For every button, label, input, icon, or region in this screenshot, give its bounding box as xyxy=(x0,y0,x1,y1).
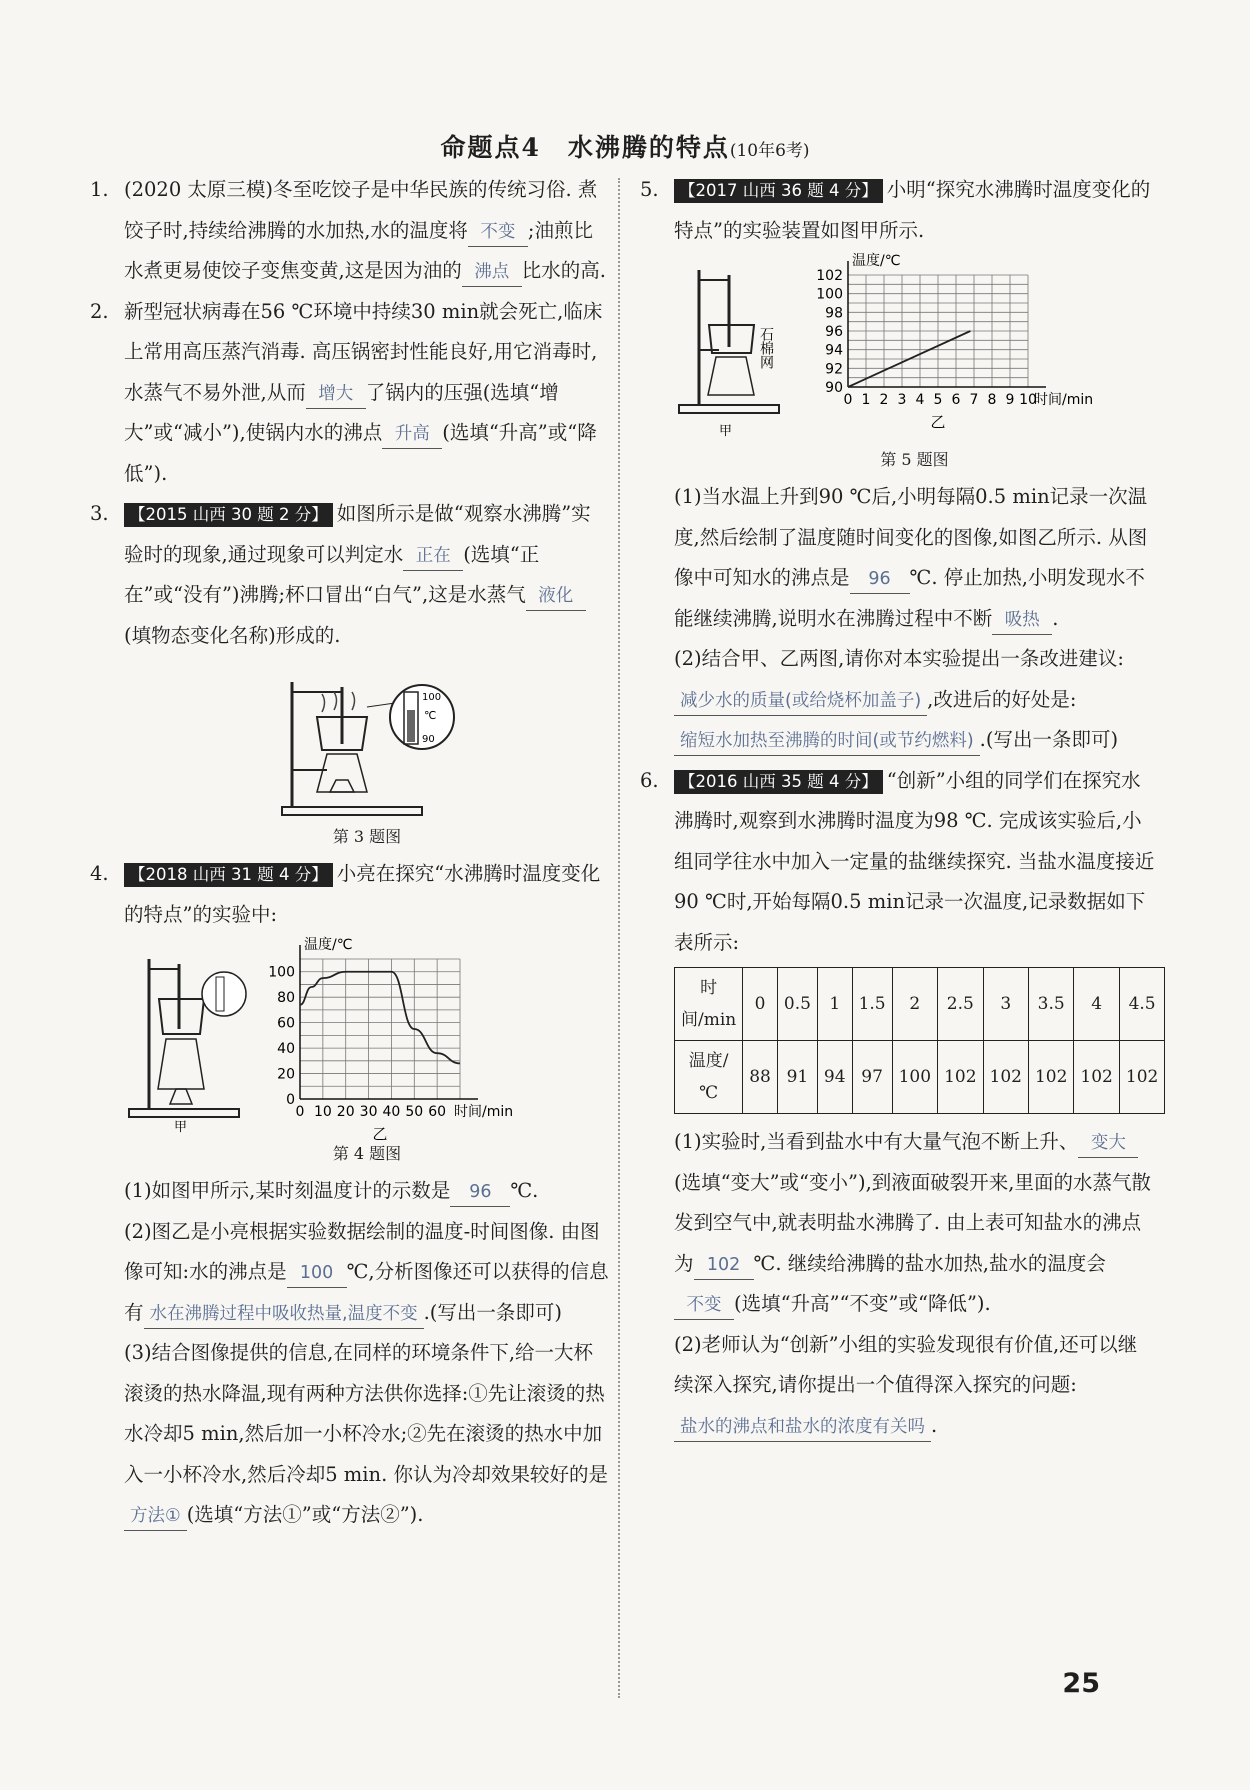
x-axis-label: 时间/min xyxy=(454,1104,514,1120)
answer-blank[interactable]: 增大 xyxy=(306,380,366,409)
y-tick-label: 92 xyxy=(825,361,843,378)
x-tick-label: 8 xyxy=(987,392,997,408)
y-tick-label: 102 xyxy=(816,268,843,284)
x-tick-label: 7 xyxy=(969,392,979,408)
question-3: 3. 【2015 山西 30 题 2 分】 如图所示是做“观察水沸腾”实验时的现象,通过现象可以判定水 正在 (选填“正在”或“没有”)沸腾;杯口冒出“白气”,这是水蒸气 液化(填物态变化名称)形成的. 100 ℃ 90 第 3 题图 xyxy=(90,494,610,852)
answer-blank[interactable]: 液化 xyxy=(526,582,586,611)
table-cell: 2 xyxy=(892,968,937,1041)
figure-caption: 第 3 题图 xyxy=(332,827,402,846)
x-tick-label: 3 xyxy=(897,392,907,408)
temperature-time-chart-5 xyxy=(810,255,1140,445)
section-title: 命题点4 水沸腾的特点(10年6考) xyxy=(440,133,810,162)
x-tick-label: 1 xyxy=(861,392,871,408)
thermometer-bottom-label: 90 xyxy=(422,734,435,745)
y-tick-label: 60 xyxy=(277,1015,295,1032)
table-cell: 3.5 xyxy=(1028,968,1073,1041)
table-cell: 91 xyxy=(777,1041,817,1114)
figure-caption: 第 4 题图 xyxy=(332,1144,402,1163)
table-cell: 3 xyxy=(983,968,1028,1041)
thermometer-unit: ℃ xyxy=(424,709,437,722)
answer-blank[interactable]: 变大 xyxy=(1078,1129,1138,1158)
column-divider xyxy=(618,178,620,1698)
figure-caption: 第 5 题图 xyxy=(880,450,949,469)
answer-blank[interactable]: 102 xyxy=(694,1251,754,1280)
y-tick-label: 100 xyxy=(268,964,295,981)
x-tick-label: 50 xyxy=(405,1104,424,1120)
y-tick-label: 90 xyxy=(825,380,843,396)
figure-row xyxy=(674,255,1155,445)
row-header: 温度/℃ xyxy=(675,1041,743,1114)
y-tick-label: 94 xyxy=(825,342,843,359)
x-tick-label: 30 xyxy=(359,1104,378,1120)
question-4: 4. 【2018 山西 31 题 4 分】 小亮在探究“水沸腾时温度变化的特点”的实验中: 甲 0 10 20 30 40 50 60 0 20 40 60 80 100 温度/℃ 时间/min 乙 第 4 题图 (1)如图甲所示,某时刻温度计的示数是 96 ℃. (2)图乙是小亮根据实验数据绘制的温度-时间图像. 由图像可知:水的沸点是 100 ℃,分析图像还可以获得的信息有 水在沸腾过程中吸收热量,温度不变 .(写出一条即可) (3)结合图像提供的信息,在同样的环境条件下,给一大杯滚烫的热水降温,现有两种方法供你选择:①先让滚烫的热水冷却5 min,然后加一小杯冷水;②先在滚烫的热水中加入一小杯冷水,然后冷却5 min. 你认为冷却效果较好的是方法① (选填“方法①”或“方法②”). xyxy=(90,854,610,1536)
x-tick-label: 0 xyxy=(843,392,853,408)
table-cell: 97 xyxy=(852,1041,892,1114)
thermometer-top-label: 100 xyxy=(422,692,442,703)
answer-blank[interactable]: 升高 xyxy=(382,420,442,449)
answer-blank[interactable]: 96 xyxy=(850,565,910,594)
answer-blank[interactable]: 方法① xyxy=(124,1502,187,1531)
answer-blank[interactable]: 100 xyxy=(287,1259,347,1288)
table-cell: 0.5 xyxy=(777,968,817,1041)
y-tick-label: 0 xyxy=(286,1092,295,1108)
table-cell: 102 xyxy=(1074,1041,1119,1114)
answer-blank[interactable]: 盐水的沸点和盐水的浓度有关吗 xyxy=(674,1413,931,1442)
answer-blank[interactable]: 缩短水加热至沸腾的时间(或节约燃料) xyxy=(674,727,980,756)
table-row xyxy=(675,1041,1165,1114)
y-tick-label: 96 xyxy=(825,324,843,340)
table-cell: 1 xyxy=(817,968,852,1041)
source-tag: 【2016 山西 35 题 4 分】 xyxy=(674,770,883,794)
y-axis-label: 温度/℃ xyxy=(304,937,353,953)
source-tag: 【2017 山西 36 题 4 分】 xyxy=(674,179,883,203)
series-line xyxy=(300,972,460,1064)
x-tick-label: 10 xyxy=(1019,392,1037,408)
x-tick-label: 0 xyxy=(295,1104,305,1120)
figure-label: 乙 xyxy=(372,1125,388,1143)
x-tick-label: 6 xyxy=(951,392,961,408)
apparatus-jia-figure xyxy=(674,255,804,445)
row-header: 时间/min xyxy=(675,968,743,1041)
table-cell: 94 xyxy=(817,1041,852,1114)
table-cell: 100 xyxy=(892,1041,937,1114)
answer-blank[interactable]: 96 xyxy=(450,1178,510,1207)
table-cell: 2.5 xyxy=(938,968,983,1041)
question-2: 2. 新型冠状病毒在56 ℃环境中持续30 min就会死亡,临床上常用高压蒸汽消毒. 高压锅密封性能良好,用它消毒时,水蒸气不易外泄,从而 增大 了锅内的压强(选填“增大”或“减小”),使锅内水的沸点 升高 (选填“升高”或“降低”). xyxy=(90,299,603,485)
answer-blank[interactable]: 正在 xyxy=(403,542,463,571)
question-1: 1. (2020 太原三模)冬至吃饺子是中华民族的传统习俗. 煮饺子时,持续给沸腾的水加热,水的温度将 不变 ;油煎比水煮更易使饺子变焦变黄,这是因为油的 沸点 比水的高. xyxy=(90,170,610,292)
table-cell: 1.5 xyxy=(852,968,892,1041)
figure-label: 甲 xyxy=(174,1120,188,1135)
left-column xyxy=(90,170,610,1536)
figure-row xyxy=(124,937,610,1143)
page-number: 25 xyxy=(1062,1668,1100,1699)
x-tick-label: 40 xyxy=(382,1104,401,1120)
y-tick-label: 80 xyxy=(277,990,295,1007)
table-row xyxy=(675,968,1165,1041)
right-column xyxy=(640,170,1159,1446)
source-tag: 【2018 山西 31 题 4 分】 xyxy=(124,863,333,887)
y-axis-label: 温度/℃ xyxy=(852,253,901,269)
question-5: 5. 【2017 山西 36 题 4 分】 小明“探究水沸腾时温度变化的特点”的实验装置如图甲所示. 石棉网 甲 0 1 2 3 4 5 6 7 8 9 10 90 92 94 96 98 100 102 温度/℃ 时间/min 乙 第 5 题图 (1)当水温上升到90 ℃后,小明每隔0.5 min记录一次温度,然后绘制了温度随时间变化的图像,如图乙所示. 从图像中可知水的沸点是 96 ℃. 停止加热,小明发现水不能继续沸腾,说明水在沸腾过程中不断 吸热 . (2)结合甲、乙两图,请你对本实验提出一条改进建议:减少水的质量(或给烧杯加盖子) ,改进后的好处是:缩短水加热至沸腾的时间(或节约燃料) .(写出一条即可) xyxy=(640,170,1155,761)
x-tick-label: 10 xyxy=(313,1104,332,1120)
table-cell: 88 xyxy=(743,1041,778,1114)
table-cell: 102 xyxy=(1028,1041,1073,1114)
answer-blank[interactable]: 吸热 xyxy=(992,606,1052,635)
y-tick-label: 98 xyxy=(825,305,843,322)
answer-blank[interactable]: 不变 xyxy=(468,218,528,247)
y-tick-label: 100 xyxy=(816,286,843,303)
x-tick-label: 4 xyxy=(915,392,925,408)
answer-blank[interactable]: 减少水的质量(或给烧杯加盖子) xyxy=(674,687,927,716)
answer-blank[interactable]: 沸点 xyxy=(462,258,522,287)
y-tick-label: 20 xyxy=(277,1066,295,1083)
apparatus-jia-figure xyxy=(124,939,254,1139)
boiling-apparatus-figure xyxy=(272,662,462,822)
table-cell: 0 xyxy=(743,968,778,1041)
table-cell: 4.5 xyxy=(1119,968,1164,1041)
question-6: 6. 【2016 山西 35 题 4 分】 “创新”小组的同学们在探究水沸腾时,观察到水沸腾时温度为98 ℃. 完成该实验后,小组同学往水中加入一定量的盐继续探究. 当盐水温度接近90 ℃时,开始每隔0.5 min记录一次温度,记录数据如下表所示: 时间/min 0 0.5 1 1.5 2 2.5 3 3.5 4 4.5 温度/℃ 88 91 94 97 100 102 102 102 102 102 (1)实验时,当看到盐水中有大量气泡不断上升、 变大(选填“变大”或“变小”),到液面破裂开来,里面的水蒸气散发到空气中,就表明盐水沸腾了. 由上表可知盐水的沸点为 102 ℃. 继续给沸腾的盐水加热,盐水的温度会不变 (选填“升高”“不变”或“降低”). (2)老师认为“创新”小组的实验发现很有价值,还可以继续深入探究,请你提出一个值得深入探究的问题:盐水的沸点和盐水的浓度有关吗 . xyxy=(640,761,1155,1447)
x-tick-label: 60 xyxy=(428,1104,447,1120)
data-table xyxy=(674,967,1165,1114)
source-tag: 【2015 山西 30 题 2 分】 xyxy=(124,503,333,527)
temperature-time-chart-4 xyxy=(262,937,514,1143)
answer-blank[interactable]: 水在沸腾过程中吸收热量,温度不变 xyxy=(144,1300,424,1329)
table-cell: 102 xyxy=(983,1041,1028,1114)
figure-label: 甲 xyxy=(719,424,733,439)
asbestos-net-label: 石棉网 xyxy=(758,327,774,369)
table-cell: 102 xyxy=(1119,1041,1164,1114)
x-tick-label: 9 xyxy=(1005,392,1015,408)
figure-label: 乙 xyxy=(930,413,946,431)
table-cell: 4 xyxy=(1074,968,1119,1041)
answer-blank[interactable]: 不变 xyxy=(674,1291,734,1320)
y-tick-label: 40 xyxy=(277,1041,295,1058)
x-tick-label: 2 xyxy=(879,392,889,408)
x-tick-label: 20 xyxy=(336,1104,355,1120)
table-cell: 102 xyxy=(938,1041,983,1114)
x-tick-label: 5 xyxy=(933,392,943,408)
x-axis-label: 时间/min xyxy=(1034,392,1094,408)
